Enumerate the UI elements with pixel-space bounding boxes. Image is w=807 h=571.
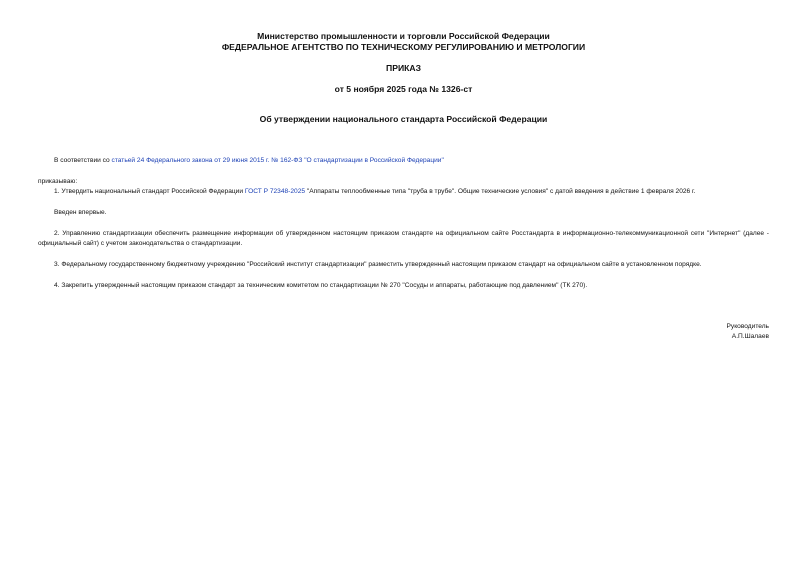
preamble-prefix: В соответствии со xyxy=(54,157,112,164)
item-1-suffix: "Аппараты теплообменные типа "труба в трубе". Общие технические условия" с датой введения в действие 1 февраля 2026 г. xyxy=(305,188,696,195)
item-1-prefix: 1. Утвердить национальный стандарт Российской Федерации xyxy=(54,188,245,195)
document-type: ПРИКАЗ xyxy=(386,63,421,73)
ministry-name: Министерство промышленности и торговли Российской Федерации xyxy=(257,31,550,41)
preamble xyxy=(38,156,769,166)
document-date-number: от 5 ноября 2025 года № 1326-ст xyxy=(334,84,473,94)
gost-link[interactable]: ГОСТ Р 72348-2025 xyxy=(244,188,306,195)
item-3: 3. Федеральному государственному бюджетному учреждению "Российский институт стандартизации" разместить утвержденный настоящим приказом стандарт на официальном сайте в установленном порядке. xyxy=(54,261,702,268)
federal-law-link[interactable]: статьей 24 Федерального закона от 29 июня 2015 г. № 162-ФЗ "О стандартизации в Российской Федерации" xyxy=(111,157,444,164)
item-4: 4. Закрепить утвержденный настоящим приказом стандарт за техническим комитетом по стандартизации № 270 "Сосуды и аппараты, работающие под давлением" (ТК 270). xyxy=(54,282,588,289)
order-word: приказываю: xyxy=(38,178,78,185)
signature-position: Руководитель xyxy=(726,323,769,330)
item-1 xyxy=(38,187,769,197)
signature-name: А.П.Шалаев xyxy=(731,333,769,340)
document-subject: Об утверждении национального стандарта Российской Федерации xyxy=(259,114,548,124)
agency-name: ФЕДЕРАЛЬНОЕ АГЕНТСТВО ПО ТЕХНИЧЕСКОМУ РЕГУЛИРОВАНИЮ И МЕТРОЛОГИИ xyxy=(221,42,586,52)
item-2: 2. Управлению стандартизации обеспечить размещение информации об утвержденном настоящим приказом стандарте на официальном сайте Росстандарта в информационно-телекоммуникационной сети "Интернет" (далее - официальный сайт) с учетом законодательства о стандартизации. xyxy=(38,230,769,247)
introduced-note: Введен впервые. xyxy=(54,209,107,216)
